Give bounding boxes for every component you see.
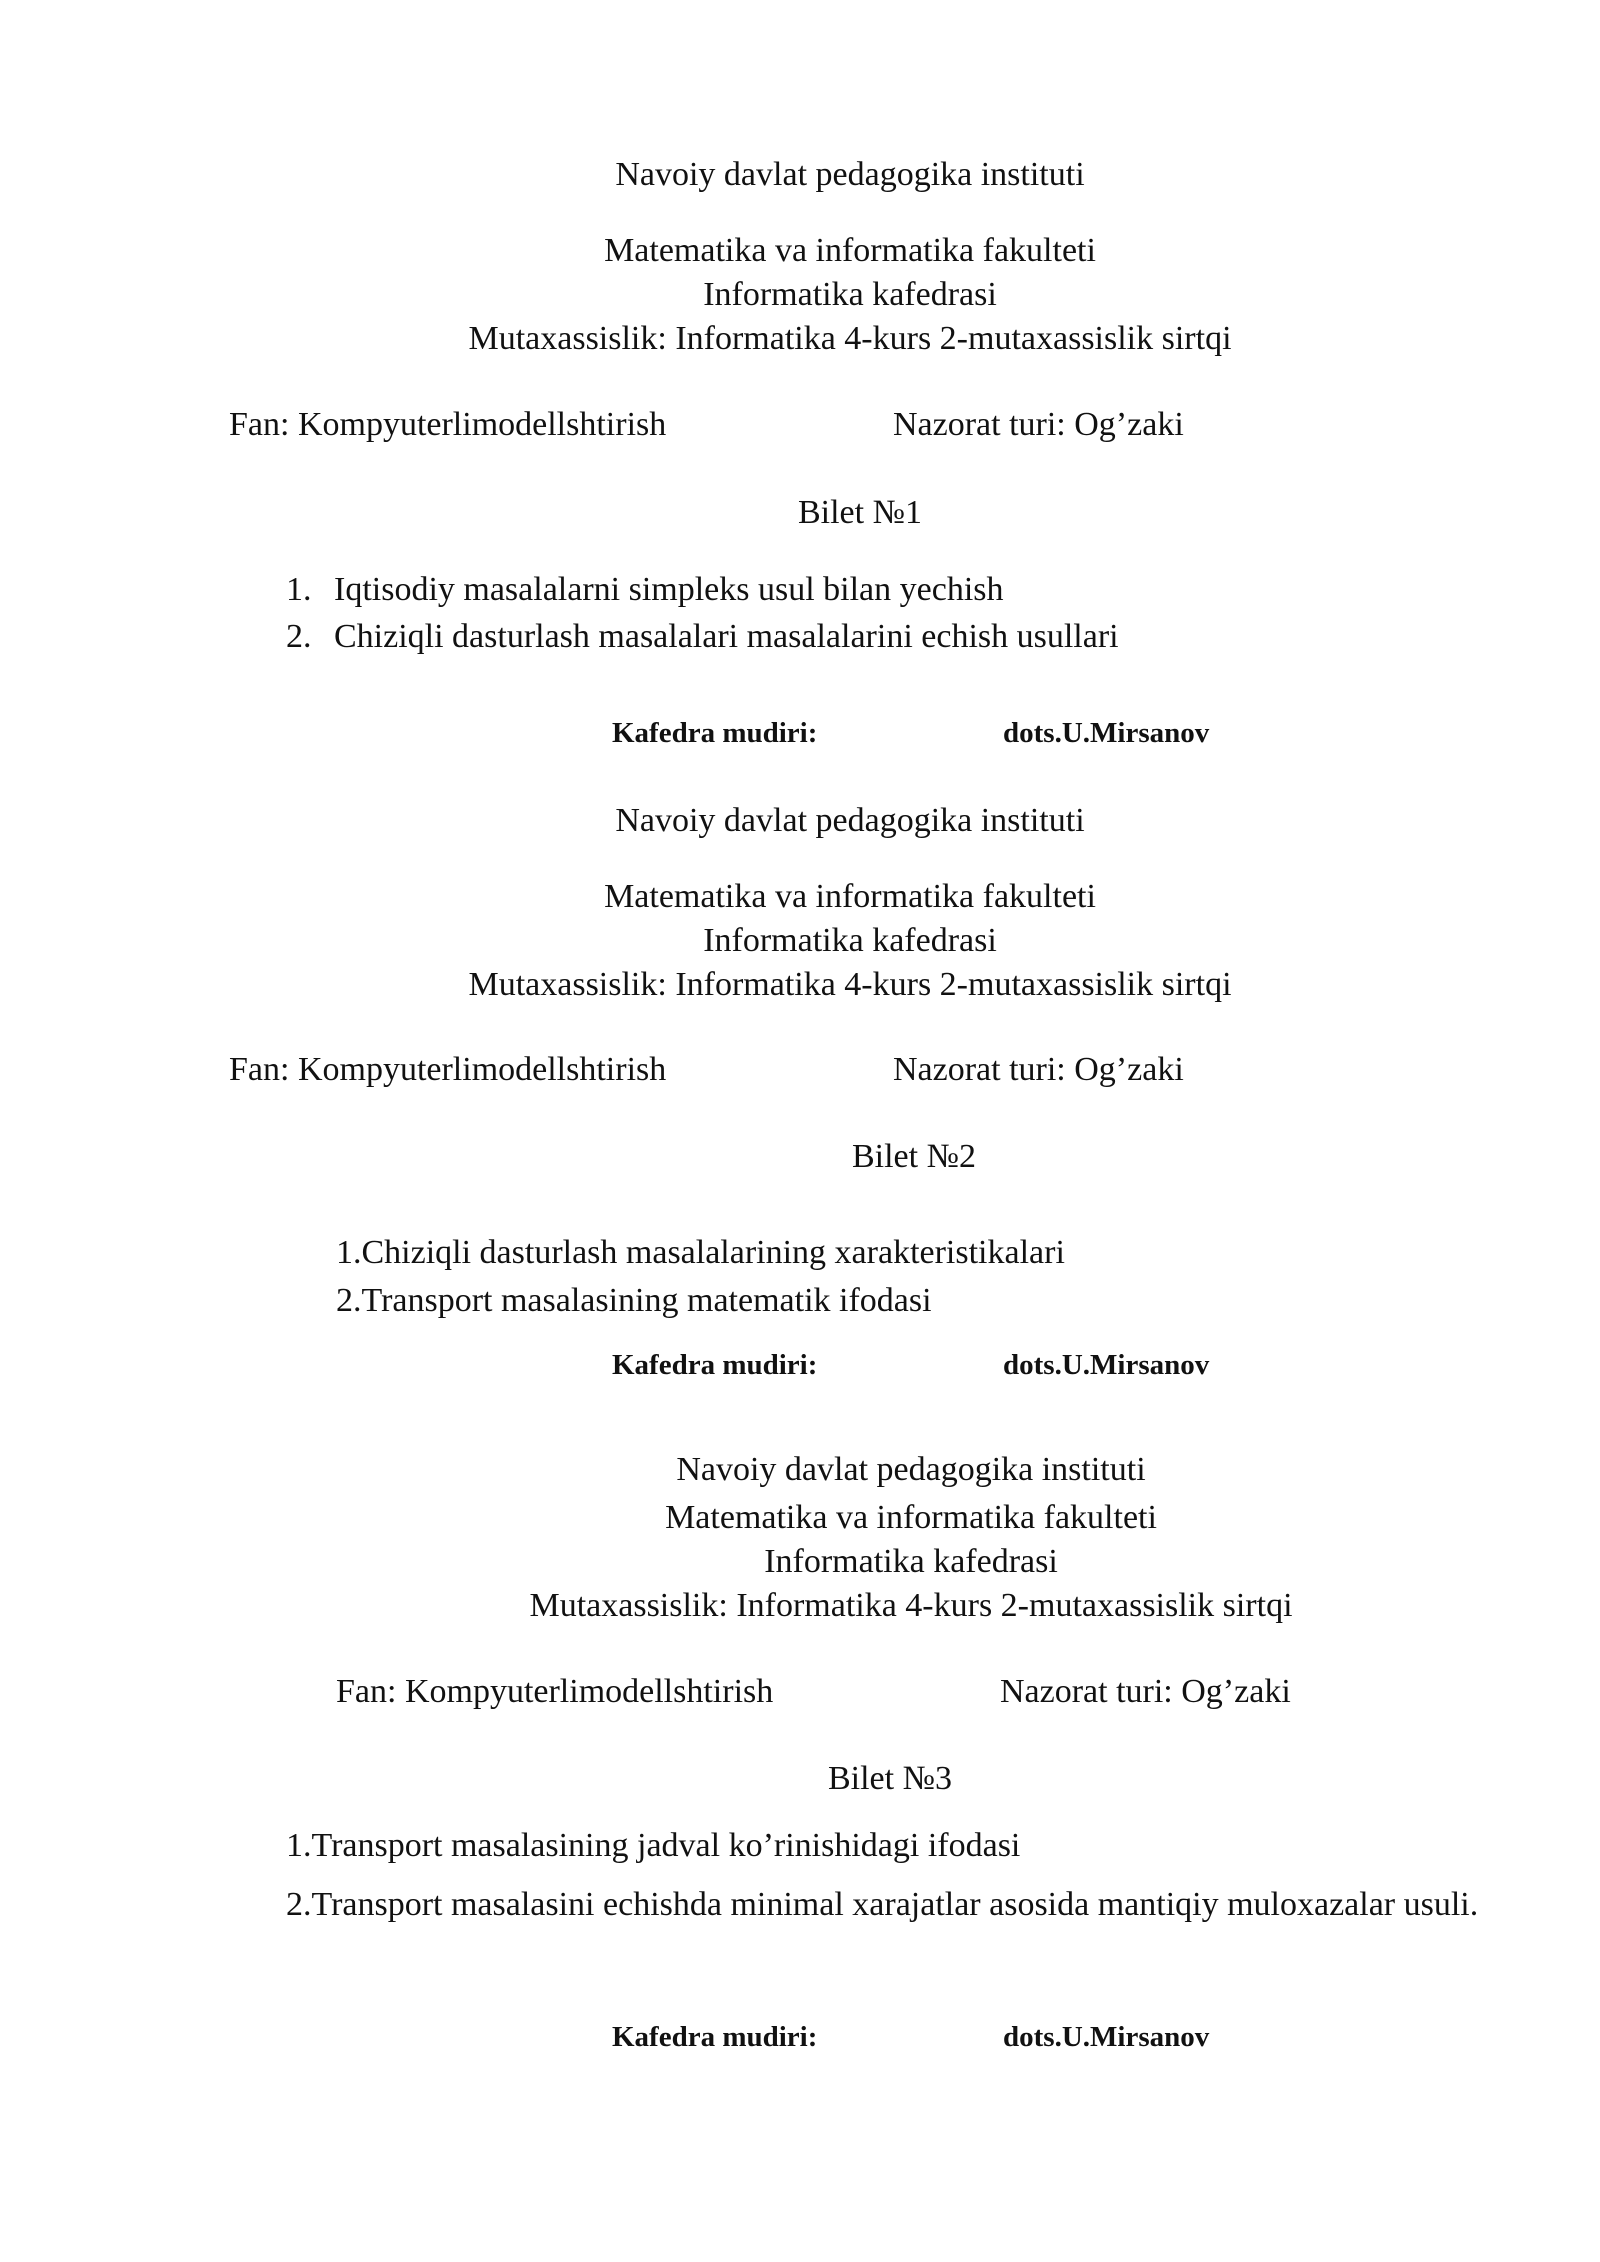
head-name: dots.U.Mirsanov (1003, 2021, 1210, 2053)
faculty-title: Matematika va informatika fakulteti (604, 878, 1096, 915)
question-1 (286, 570, 1004, 610)
question-number: 2. (286, 618, 312, 655)
control-type: Nazorat turi: Og’zaki (1000, 1673, 1291, 1710)
faculty-title: Matematika va informatika fakulteti (604, 232, 1096, 269)
subject-line: Fan: Kompyuterlimodellshtirish (229, 1051, 667, 1088)
question-2 (286, 617, 1119, 657)
head-label: Kafedra mudiri: (612, 717, 818, 749)
specialty-line: Mutaxassislik: Informatika 4-kurs 2-mutaxassislik sirtqi (529, 1587, 1293, 1624)
head-name: dots.U.Mirsanov (1003, 717, 1210, 749)
institute-title: Navoiy davlat pedagogika instituti (615, 156, 1085, 193)
ticket-number: Bilet №1 (797, 494, 923, 531)
subject-line: Fan: Kompyuterlimodellshtirish (229, 406, 667, 443)
department-title: Informatika kafedrasi (703, 276, 997, 313)
control-type: Nazorat turi: Og’zaki (893, 406, 1184, 443)
question-text: Iqtisodiy masalalarni simpleks usul bilan yechish (334, 571, 1004, 608)
question-2: 2.Transport masalasining matematik ifodasi (336, 1282, 932, 1319)
department-title: Informatika kafedrasi (764, 1543, 1058, 1580)
question-1: 1.Transport masalasining jadval ko’rinishidagi ifodasi (286, 1827, 1021, 1864)
question-number: 1. (286, 571, 312, 608)
question-text: Chiziqli dasturlash masalalari masalalarini echish usullari (334, 618, 1119, 655)
faculty-title: Matematika va informatika fakulteti (665, 1499, 1157, 1536)
question-2: 2.Transport masalasini echishda minimal xarajatlar asosida mantiqiy muloxazalar usuli. (286, 1886, 1479, 1923)
ticket-number: Bilet №3 (827, 1760, 953, 1797)
institute-title: Navoiy davlat pedagogika instituti (615, 802, 1085, 839)
department-title: Informatika kafedrasi (703, 922, 997, 959)
head-name: dots.U.Mirsanov (1003, 1349, 1210, 1381)
institute-title: Navoiy davlat pedagogika instituti (676, 1451, 1146, 1488)
subject-line: Fan: Kompyuterlimodellshtirish (336, 1673, 774, 1710)
head-label: Kafedra mudiri: (612, 2021, 818, 2053)
specialty-line: Mutaxassislik: Informatika 4-kurs 2-mutaxassislik sirtqi (468, 320, 1232, 357)
specialty-line: Mutaxassislik: Informatika 4-kurs 2-mutaxassislik sirtqi (468, 966, 1232, 1003)
control-type: Nazorat turi: Og’zaki (893, 1051, 1184, 1088)
ticket-number: Bilet №2 (851, 1138, 977, 1175)
question-1: 1.Chiziqli dasturlash masalalarining xarakteristikalari (336, 1234, 1065, 1271)
head-label: Kafedra mudiri: (612, 1349, 818, 1381)
